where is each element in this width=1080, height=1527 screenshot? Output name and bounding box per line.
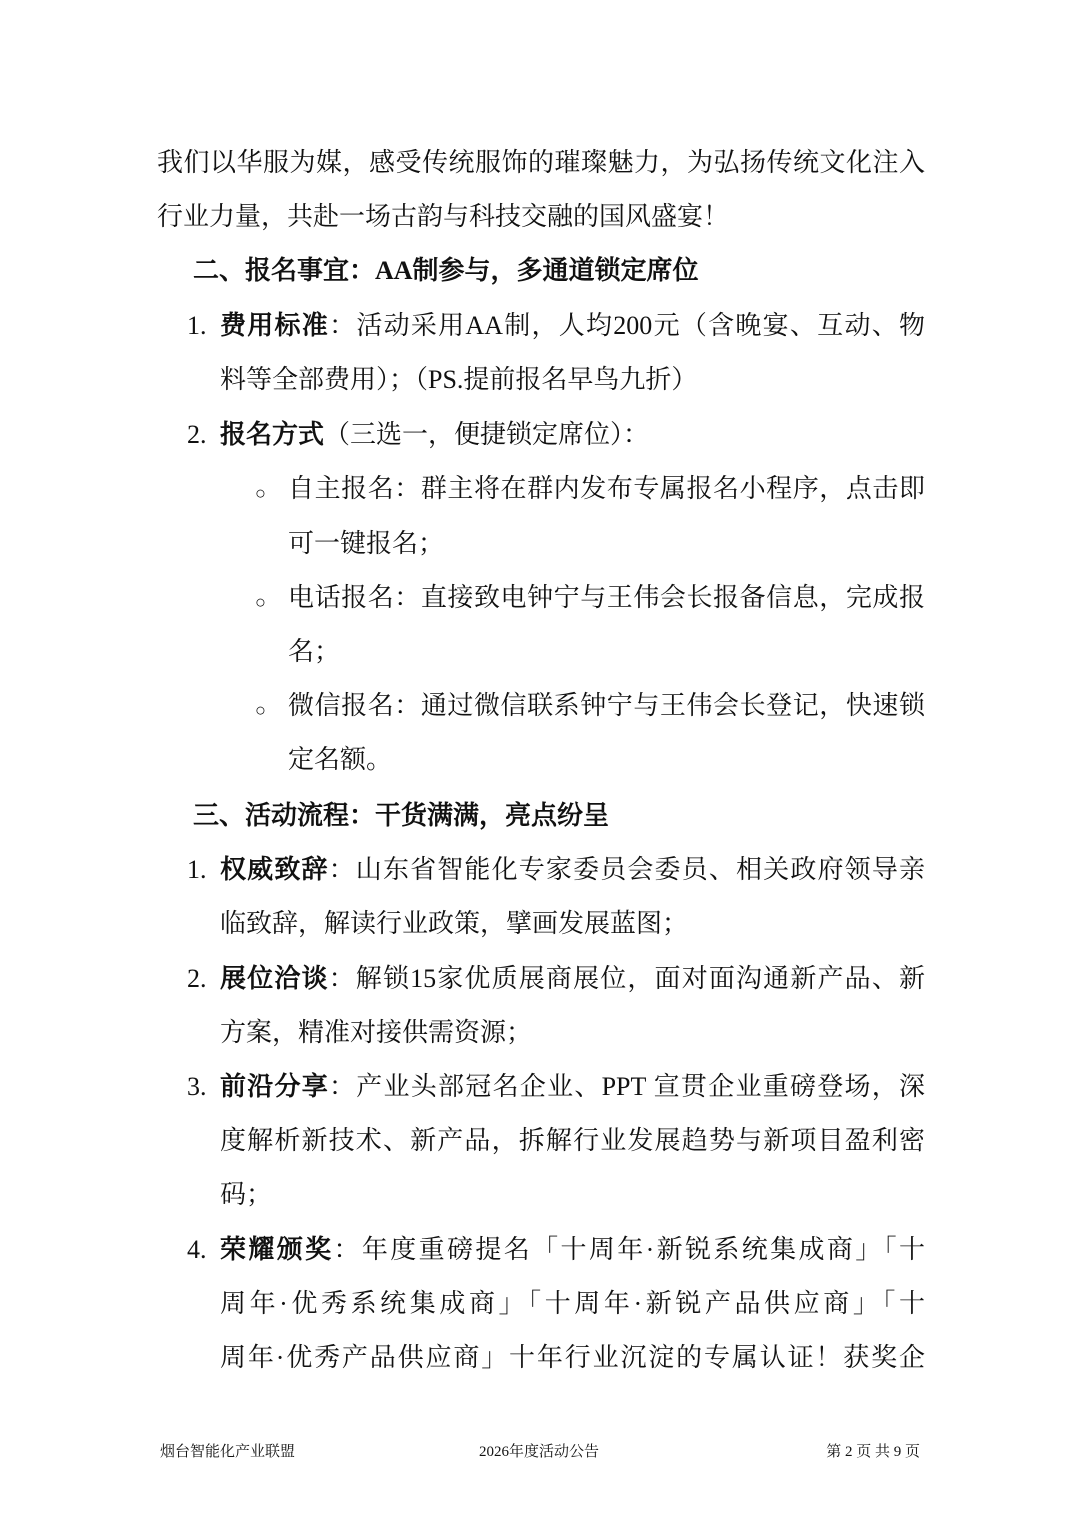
sub-item-continuation: 定名额。 [288,745,393,774]
list-item-continuation: 周年·优秀产品供应商」十年行业沉淀的专属认证！获奖企 [220,1343,925,1372]
list-item [220,408,925,462]
section-heading: 二、报名事宜：AA制参与，多通道锁定席位 [193,256,699,285]
list-number: 2. [187,420,207,449]
footer-organization: 烟台智能化产业联盟 [160,1444,296,1460]
list-number: 3. [187,1072,207,1101]
paragraph-line: 行业力量，共赴一场古韵与科技交融的国风盛宴！ [157,202,730,231]
list-item [220,952,925,1006]
item-text: ：年度重磅提名「十周年·新锐系统集成商」「十 [333,1235,925,1264]
item-text: ：解锁15家优质展商展位，面对面沟通新产品、新 [328,964,925,993]
footer-page-number: 第 2 页 共 9 页 [826,1444,920,1460]
list-item [220,843,925,897]
paragraph-line: 我们以华服为媒，感受传统服饰的璀璨魅力，为弘扬传统文化注入 [157,148,925,177]
bullet-icon: ○ [255,700,266,720]
item-text: ：产业头部冠名企业、PPT 宣贯企业重磅登场，深 [329,1072,925,1101]
item-label: 荣耀颁奖 [220,1235,334,1264]
item-text: ：活动采用AA制，人均200元（含晚宴、互动、物 [329,311,925,340]
sub-item-continuation: 可一键报名； [288,529,445,558]
item-label: 展位洽谈 [220,964,329,993]
list-item [220,1223,925,1277]
list-item-continuation: 周年·优秀系统集成商」「十周年·新锐产品供应商」「十 [220,1289,925,1318]
sub-item: 电话报名：直接致电钟宁与王伟会长报备信息，完成报 [288,583,925,612]
list-item-continuation: 料等全部费用）；（PS.提前报名早鸟九折） [220,365,698,394]
bullet-icon: ○ [255,483,266,503]
footer-title: 2026年度活动公告 [478,1444,599,1460]
list-item [220,1060,925,1114]
list-number: 4. [187,1235,207,1264]
item-label: 费用标准 [220,311,330,340]
list-item-continuation: 码； [220,1180,273,1209]
list-item-continuation: 方案，精准对接供需资源； [220,1018,533,1047]
bullet-icon: ○ [255,592,266,612]
list-item-continuation: 临致辞，解读行业政策，擘画发展蓝图； [220,909,689,938]
list-item [220,299,925,353]
item-text: （三选一，便捷锁定席位）： [324,420,650,449]
item-label: 前沿分享 [220,1072,330,1101]
list-item-continuation: 度解析新技术、新产品，拆解行业发展趋势与新项目盈利密 [220,1126,925,1155]
sub-item: 微信报名：通过微信联系钟宁与王伟会长登记，快速锁 [288,691,925,720]
sub-item: 自主报名：群主将在群内发布专属报名小程序，点击即 [288,474,925,503]
item-label: 权威致辞 [220,855,329,884]
item-text: ：山东省智能化专家委员会委员、相关政府领导亲 [328,855,925,884]
list-number: 2. [187,964,207,993]
item-label: 报名方式 [220,420,325,449]
list-number: 1. [187,855,207,884]
sub-item-continuation: 名； [288,637,341,666]
list-number: 1. [187,311,207,340]
section-heading: 三、活动流程：干货满满，亮点纷呈 [193,801,610,830]
